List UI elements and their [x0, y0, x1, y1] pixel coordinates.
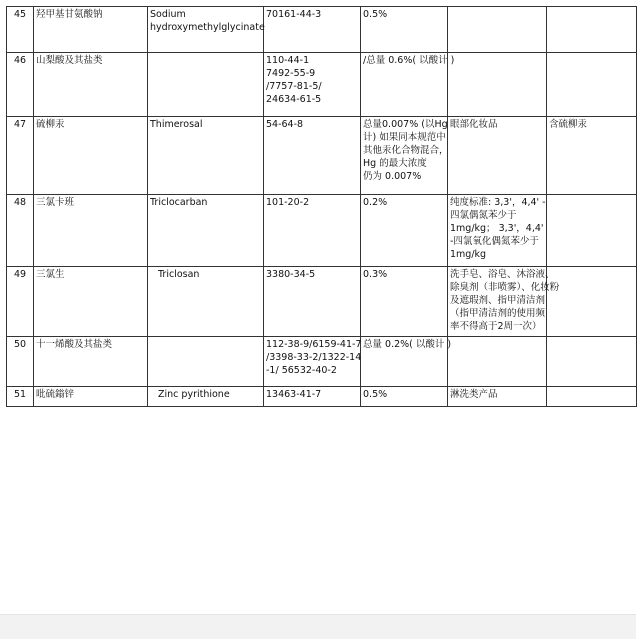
substance-name-en	[148, 7, 264, 53]
max-concentration-line: 其他汞化合物混合，	[363, 145, 449, 156]
max-concentration-line: 总量0.007% (以Hg	[363, 119, 448, 130]
table-row	[7, 7, 637, 53]
cas-number-line: 7492-55-9	[266, 68, 316, 79]
cas-number-line: 110-44-1	[266, 55, 310, 66]
usage-scope	[448, 387, 547, 407]
substance-name-cn: 山梨酸及其盐类	[34, 53, 148, 117]
label-requirement	[547, 195, 637, 267]
cas-number-line: 54-64-8	[266, 119, 304, 130]
substance-name-cn: 十一烯酸及其盐类	[34, 337, 148, 387]
max-concentration-line: Hg 的最大浓度	[363, 158, 427, 169]
usage-scope-line: 纯度标准: 3,3'，4,4' -	[450, 197, 546, 208]
row-number: 46	[7, 53, 34, 117]
substance-name-en-line: Triclosan	[158, 269, 200, 280]
label-requirement	[547, 387, 637, 407]
max-concentration-line: 仍为 0.007%	[363, 171, 422, 182]
table-row	[7, 117, 637, 195]
usage-scope-line: 1mg/kg	[450, 249, 487, 260]
cas-number-line: /7757-81-5/	[266, 81, 322, 92]
cas-number	[264, 117, 361, 195]
row-number: 47	[7, 117, 34, 195]
substance-name-en-line: Sodium	[150, 9, 186, 20]
cas-number	[264, 387, 361, 407]
label-requirement	[547, 117, 637, 195]
cas-number-line: 70161-44-3	[266, 9, 322, 20]
usage-scope	[448, 195, 547, 267]
max-concentration	[361, 195, 448, 267]
substance-name-en	[148, 53, 264, 117]
cas-number	[264, 195, 361, 267]
usage-scope-line: 除臭剂（非喷雾）、化妆粉	[450, 282, 560, 293]
max-concentration	[361, 7, 448, 53]
usage-scope	[448, 337, 547, 387]
substance-name-en	[148, 195, 264, 267]
cas-number	[264, 337, 361, 387]
usage-scope	[448, 117, 547, 195]
table-row	[7, 387, 637, 407]
max-concentration-line: 0.5%	[363, 389, 388, 400]
max-concentration	[361, 387, 448, 407]
label-requirement-line: 含硫柳汞	[549, 119, 588, 130]
table-row	[7, 337, 637, 387]
max-concentration-line: 计) 如果同本规范中	[363, 132, 446, 143]
cas-number	[264, 7, 361, 53]
cas-number	[264, 53, 361, 117]
cas-number-line: 3380-34-5	[266, 269, 316, 280]
max-concentration	[361, 337, 452, 387]
substance-name-cn: 三氯生	[34, 267, 148, 337]
label-requirement	[547, 7, 637, 53]
substance-name-cn: 三氯卡班	[34, 195, 148, 267]
usage-scope	[448, 7, 547, 53]
max-concentration-line: /总量 0.6%( 以酸计 )	[363, 55, 455, 66]
cas-number-line: 13463-41-7	[266, 389, 322, 400]
max-concentration-line: 0.3%	[363, 269, 388, 280]
substance-name-en	[148, 267, 264, 337]
substance-name-en-line: Zinc pyrithione	[158, 389, 230, 400]
label-requirement	[547, 267, 637, 337]
usage-scope-line: （指甲清洁剂的使用频	[450, 308, 546, 319]
row-number: 51	[7, 387, 34, 407]
cas-number-line: /3398-33-2/1322-14	[266, 352, 362, 363]
usage-scope-line: 四氯偶氮苯少于	[450, 210, 517, 221]
row-number: 48	[7, 195, 34, 267]
max-concentration-line: 总量 0.2%( 以酸计 )	[363, 339, 452, 350]
bottom-scrollbar-area	[0, 614, 636, 639]
cas-number-line: 101-20-2	[266, 197, 310, 208]
substance-name-en-line: Thimerosal	[150, 119, 203, 130]
substance-name-en	[148, 387, 264, 407]
usage-scope-line: 1mg/kg； 3,3'，4,4'	[450, 223, 544, 234]
max-concentration	[361, 53, 455, 117]
substance-name-cn: 吡硫鎓锌	[34, 387, 148, 407]
row-number: 50	[7, 337, 34, 387]
substance-name-en-line: hydroxymethylglycinate	[150, 22, 265, 33]
table-row	[7, 53, 637, 117]
usage-scope-line: 及遮瑕剂、指甲清洁剂	[450, 295, 546, 306]
label-requirement	[547, 53, 637, 117]
label-requirement	[547, 337, 637, 387]
max-concentration	[361, 267, 448, 337]
max-concentration	[361, 117, 448, 195]
usage-scope-line: 眼部化妆品	[450, 119, 498, 130]
max-concentration-line: 0.5%	[363, 9, 388, 20]
substance-name-cn: 羟甲基甘氨酸钠	[34, 7, 148, 53]
substance-name-en-line: Triclocarban	[150, 197, 208, 208]
row-number: 49	[7, 267, 34, 337]
table-row	[7, 267, 637, 337]
cas-number-line: 24634-61-5	[266, 94, 322, 105]
usage-scope-line: 率不得高于2周一次）	[450, 321, 542, 332]
max-concentration-line: 0.2%	[363, 197, 388, 208]
usage-scope-line: 洗手皂、浴皂、沐浴液、	[450, 269, 555, 280]
cas-number	[264, 267, 361, 337]
cas-number-line: 112-38-9/6159-41-7	[266, 339, 362, 350]
usage-scope-line: -四氯氧化偶氮苯少于	[450, 236, 539, 247]
usage-scope	[448, 53, 547, 117]
table-row	[7, 195, 637, 267]
preservatives-table	[6, 6, 637, 407]
cas-number-line: -1/ 56532-40-2	[266, 365, 337, 376]
substance-name-en	[148, 337, 264, 387]
row-number: 45	[7, 7, 34, 53]
usage-scope-line: 淋洗类产品	[450, 389, 498, 400]
substance-name-en	[148, 117, 264, 195]
substance-name-cn: 硫柳汞	[34, 117, 148, 195]
usage-scope	[448, 267, 560, 337]
